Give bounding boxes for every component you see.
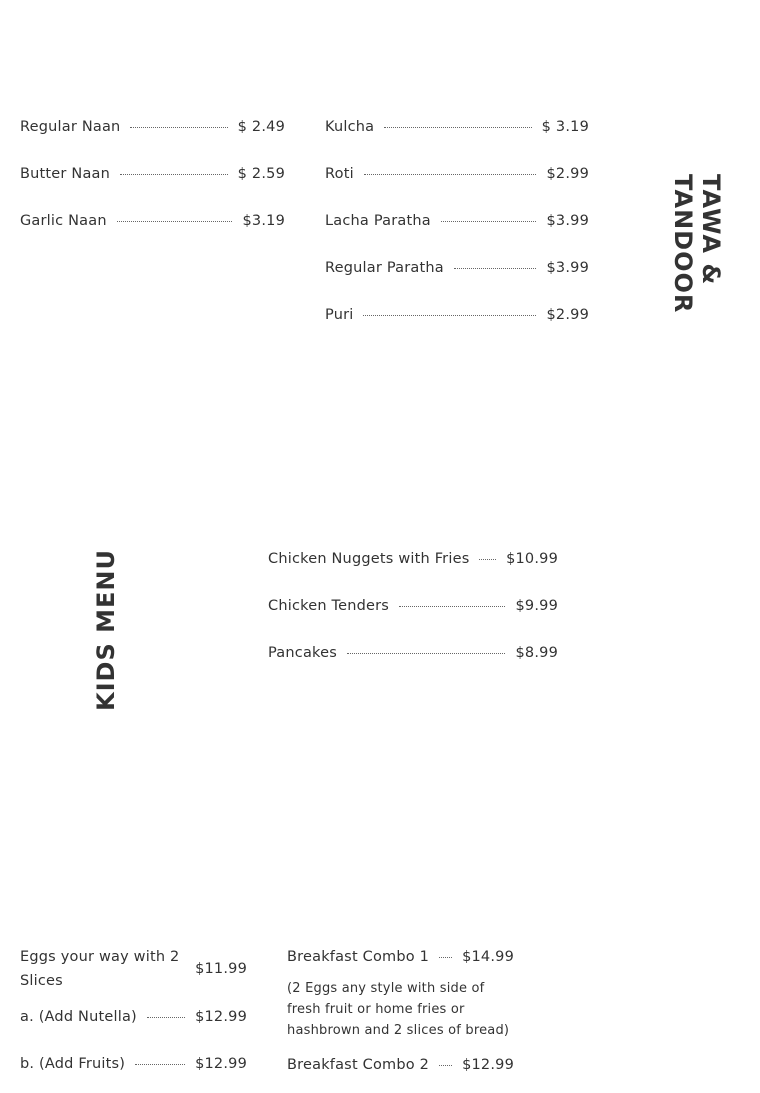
section-title-tawa-tandoor xyxy=(668,174,725,314)
item-price: $14.99 xyxy=(462,948,514,965)
menu-item xyxy=(325,291,589,338)
menu-item xyxy=(20,1040,247,1087)
menu-item xyxy=(325,244,589,291)
item-name: Breakfast Combo 2 xyxy=(287,1056,430,1073)
dot-leader xyxy=(120,174,228,175)
title-line: TANDOOR xyxy=(669,174,698,314)
item-name: Kulcha xyxy=(325,118,375,135)
menu-item xyxy=(325,197,589,244)
menu-item xyxy=(325,150,589,197)
item-price: $10.99 xyxy=(506,550,558,567)
dot-leader xyxy=(347,653,506,654)
section-title-kids-menu: KIDS MENU xyxy=(92,549,120,711)
item-name: Regular Paratha xyxy=(325,259,444,276)
item-name: Pancakes xyxy=(268,644,337,661)
item-price: $12.99 xyxy=(195,1008,247,1025)
menu-item xyxy=(20,945,247,993)
menu-item xyxy=(20,150,285,197)
item-price: $ 2.49 xyxy=(237,118,285,135)
item-price: $ 2.59 xyxy=(237,165,285,182)
menu-item xyxy=(325,103,589,150)
item-price: $3.19 xyxy=(242,212,285,229)
title-line: TAWA & xyxy=(697,174,725,286)
dot-leader xyxy=(147,1017,185,1018)
item-price: $ 3.19 xyxy=(541,118,589,135)
menu-item xyxy=(20,993,247,1040)
tawa-left-column xyxy=(20,103,285,244)
item-price: $8.99 xyxy=(515,644,558,661)
tawa-right-column xyxy=(325,103,589,338)
menu-item xyxy=(287,1041,514,1088)
item-name: b. (Add Fruits) xyxy=(20,1055,126,1072)
item-name: Butter Naan xyxy=(20,165,111,182)
item-price: $2.99 xyxy=(546,165,589,182)
item-name: Regular Naan xyxy=(20,118,121,135)
dot-leader xyxy=(439,957,452,958)
item-name: Eggs your way with 2 Slices xyxy=(20,949,180,989)
dot-leader xyxy=(363,315,536,316)
dot-leader xyxy=(364,174,537,175)
item-price: $3.99 xyxy=(546,259,589,276)
item-name: Garlic Naan xyxy=(20,212,107,229)
dot-leader xyxy=(454,268,537,269)
dot-leader xyxy=(441,221,537,222)
menu-item xyxy=(20,197,285,244)
breakfast-right-column xyxy=(287,933,514,1088)
item-name: Chicken Nuggets with Fries xyxy=(268,550,470,567)
menu-item xyxy=(268,629,558,676)
menu-item xyxy=(268,582,558,629)
dot-leader xyxy=(399,606,505,607)
item-name: Breakfast Combo 1 xyxy=(287,948,430,965)
item-name: Chicken Tenders xyxy=(268,597,390,614)
item-price: $2.99 xyxy=(546,306,589,323)
menu-item xyxy=(20,103,285,150)
item-price: $3.99 xyxy=(546,212,589,229)
item-price: $12.99 xyxy=(462,1056,514,1073)
item-price: $11.99 xyxy=(195,961,247,977)
item-name: Lacha Paratha xyxy=(325,212,431,229)
item-price: $9.99 xyxy=(515,597,558,614)
menu-item xyxy=(268,535,558,582)
item-description: (2 Eggs any style with side of fresh fruit or home fries or hashbrown and 2 slices of bread) xyxy=(287,981,510,1038)
item-name: Puri xyxy=(325,306,354,323)
item-name: a. (Add Nutella) xyxy=(20,1008,137,1025)
dot-leader xyxy=(130,127,227,128)
item-name: Roti xyxy=(325,165,354,182)
dot-leader xyxy=(479,559,496,560)
kids-column xyxy=(268,535,558,676)
dot-leader xyxy=(384,127,531,128)
dot-leader xyxy=(117,221,233,222)
menu-item xyxy=(287,933,514,980)
item-price: $12.99 xyxy=(195,1055,247,1072)
dot-leader xyxy=(135,1064,185,1065)
dot-leader xyxy=(439,1065,452,1066)
breakfast-left-column xyxy=(20,945,247,1087)
